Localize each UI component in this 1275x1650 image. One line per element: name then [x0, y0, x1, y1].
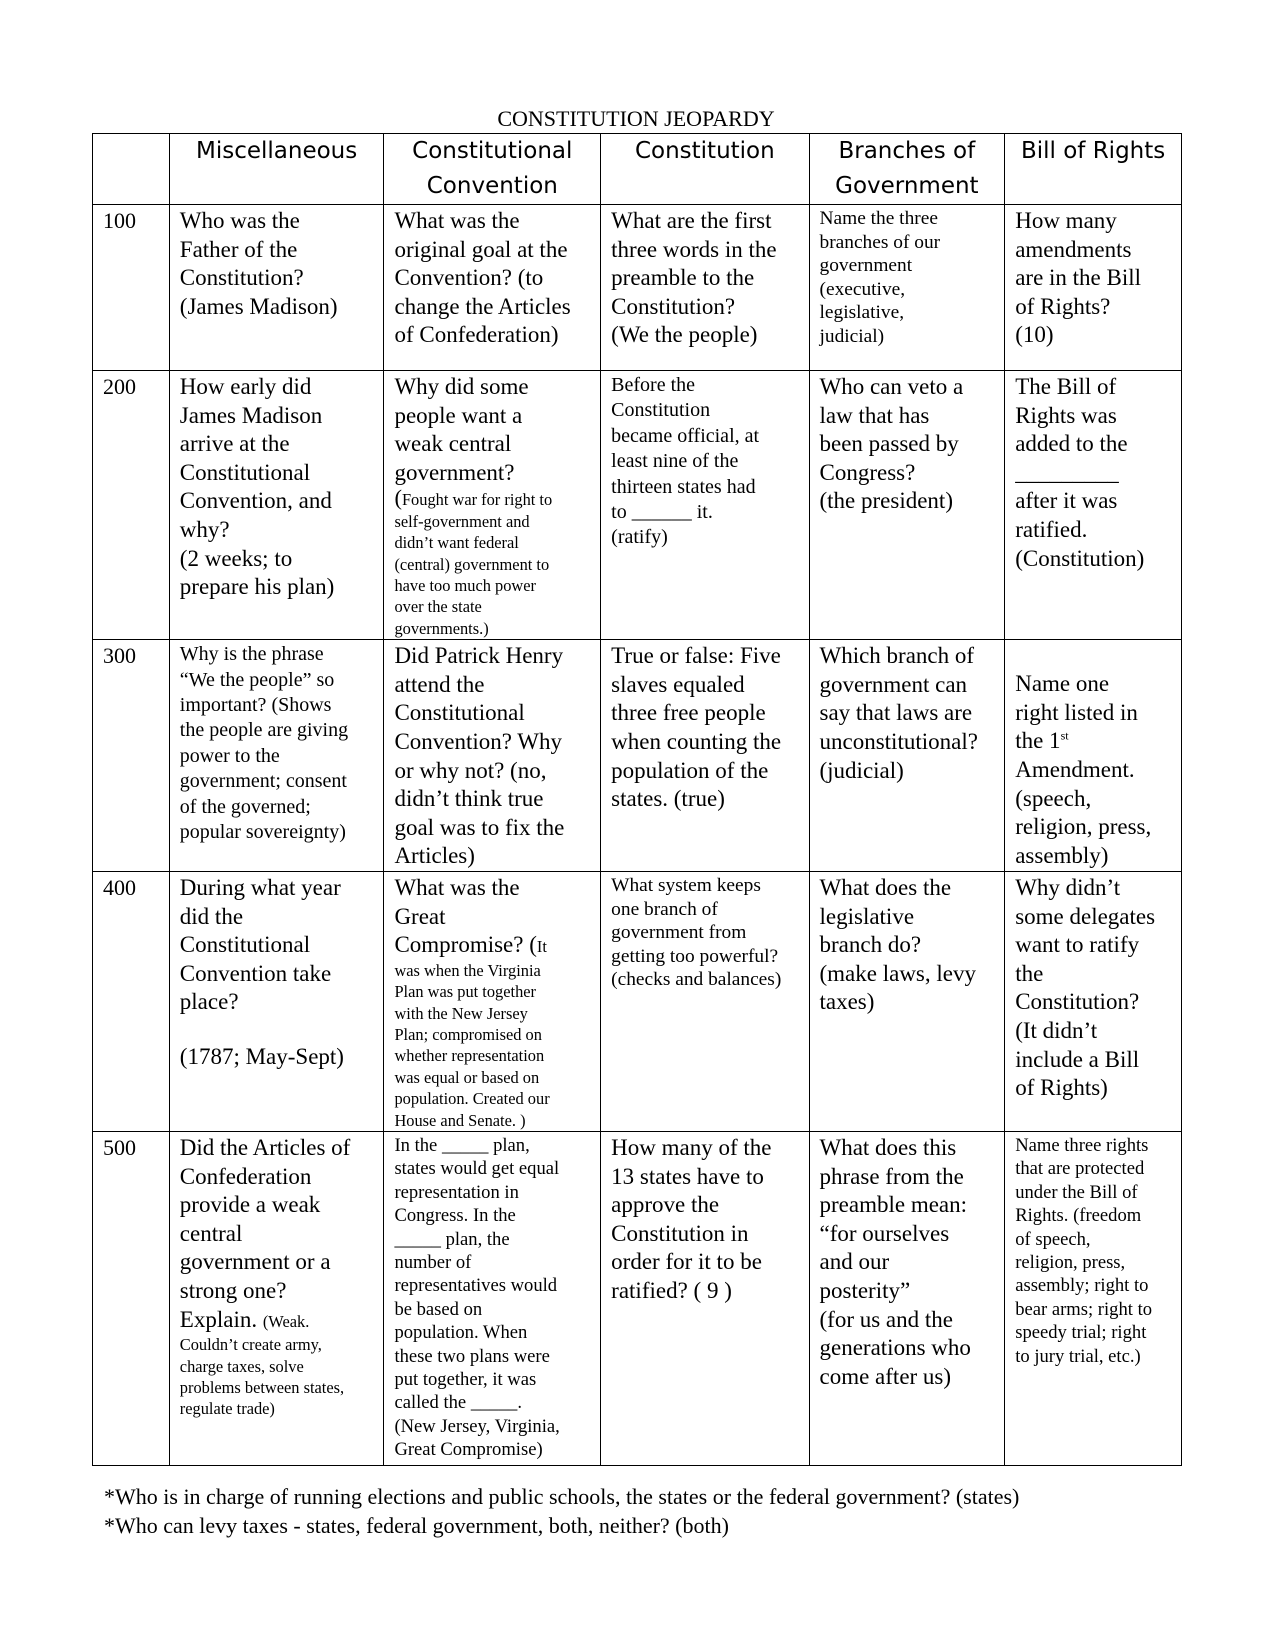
table-row [93, 205, 1182, 371]
question-cell [1005, 1132, 1182, 1466]
question-text: Why did some people want a weak central government? [394, 374, 529, 485]
question-text: Why didn’t some delegates want to ratify the Constitution? (It didn’t include a Bill of Rights) [1015, 874, 1156, 1101]
question-text: What does the legislative branch do? (make laws, levy taxes) [819, 874, 976, 1015]
question-text: How early did James Madison arrive at the Constitutional Convention, and why? (2 weeks; to prepare his plan) [179, 374, 335, 600]
question-cell [601, 871, 809, 1131]
question-text: What does this phrase from the preamble mean: “for ourselves and our posterity” (for us and the generations who come after us) [819, 1135, 971, 1389]
question-cell [169, 205, 384, 371]
header-row [93, 134, 1182, 205]
question-cell [601, 640, 809, 872]
header-constitution: Constitution [601, 134, 809, 205]
question-text: Who was the Father of the Constitution? (James Madison) [179, 208, 338, 319]
question-text: In the _____ plan, states would get equal representation in Congress. In the _____ plan, the number of representatives would be based on population. When these two plans were put together, it was called the _____. (New Jersey, Virginia, Great Compromise) [394, 1135, 560, 1461]
points-label: 100 [93, 205, 170, 371]
question-text: Name the three branches of our government (executive, legislative, judicial) [819, 208, 941, 347]
bonus-question: *Who is in charge of running elections and public schools, the states or the federal government? (states) [104, 1484, 1020, 1509]
question-cell [1005, 871, 1182, 1131]
answer-text: (1787; May-Sept) [179, 1043, 344, 1069]
question-cell [169, 871, 384, 1131]
question-text: Name three rights that are protected under the Bill of Rights. (freedom of speech, religion, press, assembly; right to bear arms; right to speedy trial; right to jury trial, etc.) [1015, 1135, 1153, 1367]
question-cell [384, 205, 601, 371]
question-text: What was the Great Compromise? ( [394, 874, 537, 958]
header-miscellaneous: Miscellaneous [169, 134, 384, 205]
header-constitutional-convention: Constitutional Convention [384, 134, 601, 205]
header-bill-of-rights: Bill of Rights [1005, 134, 1182, 205]
question-cell [601, 1132, 809, 1466]
points-label: 300 [93, 640, 170, 872]
question-text: Name one right listed in the 1st [1015, 671, 1138, 754]
question-cell [384, 1132, 601, 1466]
question-text: Did the Articles of Confederation provide a weak central government or a strong one? Explain. [179, 1135, 351, 1332]
question-cell [169, 371, 384, 640]
points-label: 500 [93, 1132, 170, 1466]
question-cell [1005, 205, 1182, 371]
question-text: True or false: Five slaves equaled three free people when counting the population of the states. (true) [611, 643, 782, 812]
question-cell [809, 1132, 1005, 1466]
page-title: CONSTITUTION JEOPARDY [497, 106, 775, 131]
question-cell [384, 371, 601, 640]
question-cell [384, 871, 601, 1131]
question-text: What are the first three words in the preamble to the Constitution? (We the people) [611, 208, 777, 348]
table-row [93, 640, 1182, 872]
question-cell [169, 1132, 384, 1466]
ordinal-suffix: st [1060, 728, 1069, 743]
question-text: The Bill of Rights was added to the _________ after it was ratified. (Constitution) [1015, 374, 1145, 571]
table-row [93, 371, 1182, 640]
question-cell [809, 871, 1005, 1131]
question-cell [809, 371, 1005, 640]
points-label: 400 [93, 871, 170, 1131]
question-text: Before the Constitution became official, at least nine of the thirteen states had to ______ it. (ratify) [611, 374, 760, 549]
answer-text: It was when the Virginia Plan was put together with the New Jersey Plan; compromised on whether representation was equal or based on population. Created our House and Senate. ) [394, 937, 550, 1130]
question-text: How many of the 13 states have to approve the Constitution in order for it to be ratified? ( 9 ) [611, 1135, 772, 1303]
question-text: Did Patrick Henry attend the Constitutional Convention? Why or why not? (no, didn’t think true goal was to fix the Articles) [394, 643, 565, 869]
question-text: How many amendments are in the Bill of Rights? (10) [1015, 208, 1142, 348]
question-text: Why is the phrase “We the people” so important? (Shows the people are giving power to the government; consent of the governed; popular sovereignty) [179, 643, 349, 844]
question-text: Who can veto a law that has been passed by Congress? (the president) [819, 374, 964, 514]
answer-text: (Fought war for right to self-government and didn’t want federal (central) government to have too much power over the state governments.) [394, 485, 553, 638]
question-cell [169, 640, 384, 872]
bonus-question: *Who can levy taxes - states, federal government, both, neither? (both) [104, 1513, 729, 1538]
question-cell [601, 205, 809, 371]
question-text: What system keeps one branch of government from getting too powerful? (checks and balances) [611, 874, 782, 991]
question-cell [601, 371, 809, 640]
points-label: 200 [93, 371, 170, 640]
question-cell [384, 640, 601, 872]
question-cell [1005, 640, 1182, 872]
question-cell [1005, 371, 1182, 640]
answer-text: Amendment. (speech, religion, press, assembly) [1015, 757, 1152, 868]
bonus-questions [104, 1482, 1019, 1540]
jeopardy-table [92, 133, 1182, 1466]
question-cell [809, 640, 1005, 872]
question-text: What was the original goal at the Convention? (to change the Articles of Confederation) [394, 208, 571, 348]
header-branches-of-government: Branches of Government [809, 134, 1005, 205]
question-text: During what year did the Constitutional Convention take place? [179, 874, 341, 1015]
table-row [93, 1132, 1182, 1466]
question-text: Which branch of government can say that laws are unconstitutional? (judicial) [819, 643, 978, 783]
answer-text: (Weak. Couldn’t create army, charge taxes, solve problems between states, regulate trade) [179, 1311, 345, 1419]
corner-cell [93, 134, 170, 205]
question-cell [809, 205, 1005, 371]
table-row [93, 871, 1182, 1131]
